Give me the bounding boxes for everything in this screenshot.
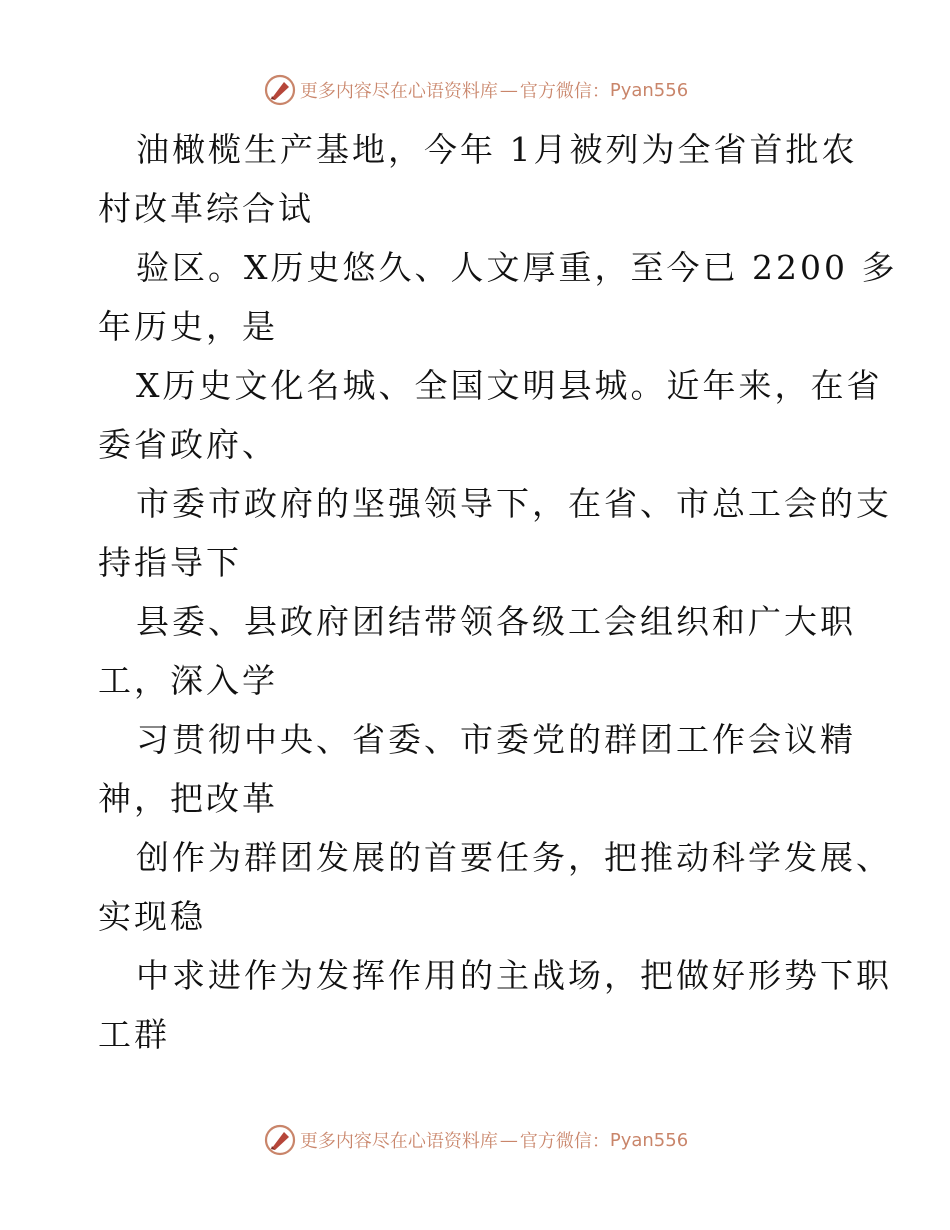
text-line: 工群 — [98, 1015, 170, 1054]
text-line: 年历史，是 — [98, 307, 278, 346]
header-wechat-id: Pyan556 — [609, 79, 689, 101]
body-text — [98, 120, 898, 1064]
text-line: 持指导下 — [98, 543, 242, 582]
text-line: 县委、县政府团结带领各级工会组织和广大职 — [136, 602, 856, 641]
text-line: 实现稳 — [98, 897, 206, 936]
header-banner — [0, 70, 950, 110]
footer-separator: — — [499, 1129, 518, 1151]
text-line: 油橄榄生产基地，今年 1月被列为全省首批农 — [136, 130, 858, 169]
text-line: 村改革综合试 — [98, 189, 314, 228]
header-wechat-label: 官方微信： — [519, 81, 610, 102]
pen-nib-circle-icon — [262, 72, 298, 108]
text-line: 中求进作为发挥作用的主战场，把做好形势下职 — [136, 956, 892, 995]
pen-nib-circle-icon — [262, 1122, 298, 1158]
footer-banner — [0, 1120, 950, 1160]
footer-wechat-id: Pyan556 — [609, 1129, 689, 1151]
text-line: X历史文化名城、全国文明县城。近年来，在省 — [136, 366, 883, 405]
footer-wechat-label: 官方微信： — [519, 1131, 610, 1152]
footer-brand-text: 更多内容尽在心语资料库 — [299, 1131, 498, 1152]
text-line: 委省政府、 — [98, 425, 278, 464]
text-line: 市委市政府的坚强领导下，在省、市总工会的支 — [136, 484, 892, 523]
text-line: 习贯彻中央、省委、市委党的群团工作会议精 — [136, 720, 856, 759]
header-separator: — — [499, 79, 518, 101]
text-line: 创作为群团发展的首要任务，把推动科学发展、 — [136, 838, 892, 877]
header-brand-text: 更多内容尽在心语资料库 — [299, 81, 498, 102]
text-line: 神，把改革 — [98, 779, 278, 818]
text-line: 验区。X历史悠久、人文厚重，至今已 2200 多 — [136, 248, 898, 287]
text-line: 工，深入学 — [98, 661, 278, 700]
